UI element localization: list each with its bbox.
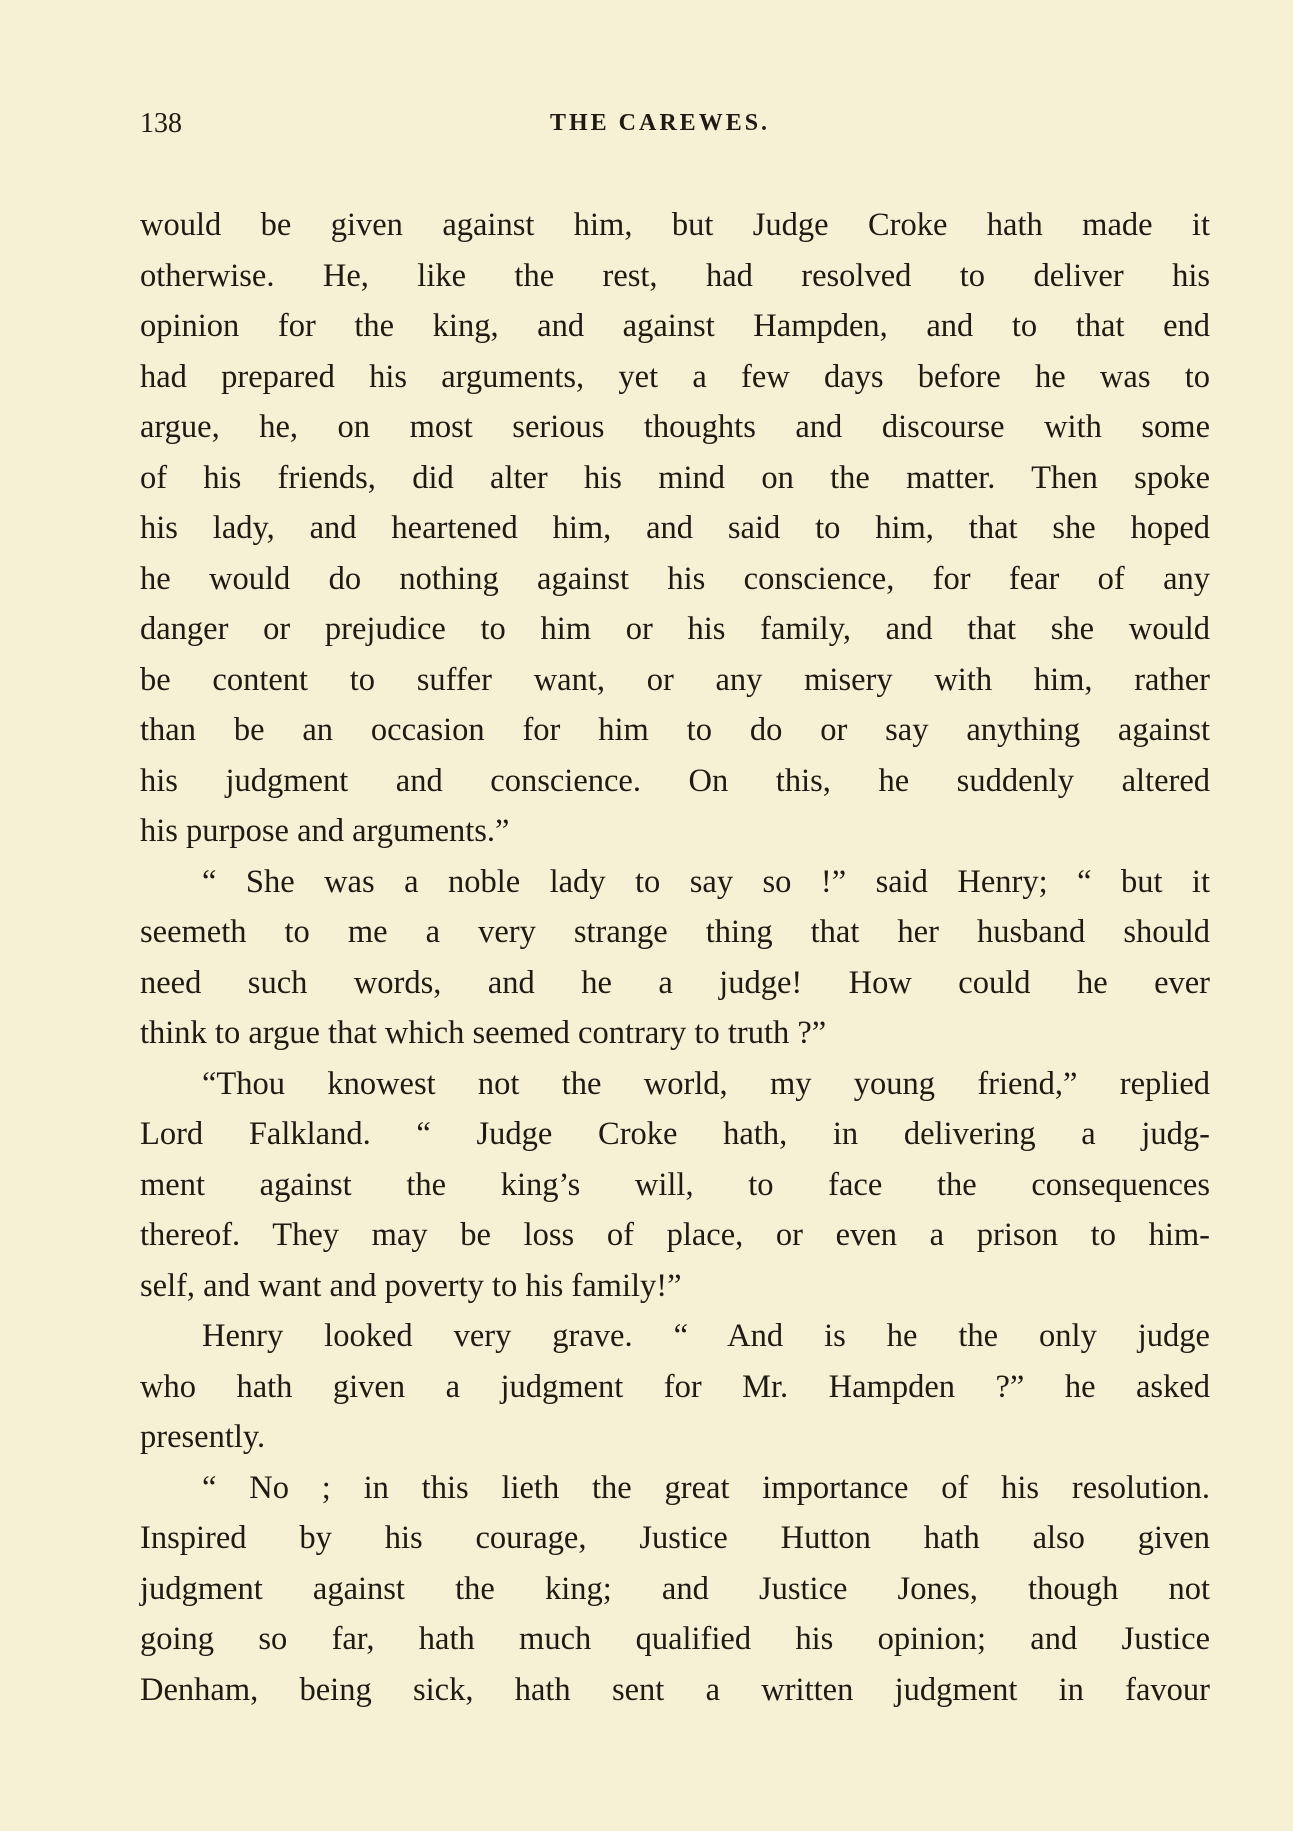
text-line: would be given against him, but Judge Croke hath made it — [140, 207, 1210, 243]
text-line: think to argue that which seemed contrary to truth ?” — [140, 1015, 827, 1051]
text-line: judgment against the king; and Justice Jones, though not — [140, 1570, 1210, 1607]
body-text — [140, 200, 1210, 1715]
text-line: Lord Falkland. “ Judge Croke hath, in delivering a judg- — [140, 1116, 1210, 1152]
text-line: “ No ; in this lieth the great importance of his resolution. — [202, 1469, 1210, 1506]
text-line: need such words, and he a judge! How could he ever — [140, 964, 1210, 1001]
page-number: 138 — [140, 108, 182, 139]
text-line: seemeth to me a very strange thing that her husband should — [140, 914, 1210, 950]
text-line: “ She was a noble lady to say so !” said Henry; “ but it — [202, 863, 1210, 900]
text-line: going so far, hath much qualified his opinion; and Justice — [140, 1621, 1210, 1657]
text-line: his judgment and conscience. On this, he suddenly altered — [140, 762, 1210, 799]
page-header — [140, 108, 1210, 158]
text-line: his lady, and heartened him, and said to him, that she hoped — [140, 510, 1210, 546]
text-line: than be an occasion for him to do or say anything against — [140, 712, 1210, 748]
text-line: opinion for the king, and against Hampden, and to that end — [140, 308, 1210, 344]
text-line: presently. — [140, 1419, 266, 1455]
text-line: ment against the king’s will, to face the consequences — [140, 1166, 1210, 1203]
text-line: he would do nothing against his conscience, for fear of any — [140, 560, 1210, 597]
text-line: had prepared his arguments, yet a few days before he was to — [140, 358, 1210, 395]
text-line: Henry looked very grave. “ And is he the only judge — [202, 1318, 1210, 1354]
text-line: danger or prejudice to him or his family, and that she would — [140, 611, 1210, 647]
text-line: argue, he, on most serious thoughts and discourse with some — [140, 409, 1210, 445]
text-line: otherwise. He, like the rest, had resolved to deliver his — [140, 257, 1210, 294]
text-line: of his friends, did alter his mind on the matter. Then spoke — [140, 459, 1210, 496]
text-line: who hath given a judgment for Mr. Hampden ?” he asked — [140, 1368, 1210, 1405]
running-head: THE CAREWES. — [550, 110, 771, 136]
text-line: his purpose and arguments.” — [140, 813, 510, 849]
text-line: “Thou knowest not the world, my young friend,” replied — [202, 1065, 1210, 1102]
text-line: self, and want and poverty to his family!” — [140, 1267, 682, 1304]
text-line: Denham, being sick, hath sent a written judgment in favour — [140, 1671, 1210, 1708]
text-line: Inspired by his courage, Justice Hutton hath also given — [140, 1520, 1210, 1556]
text-line: thereof. They may be loss of place, or even a prison to him- — [140, 1217, 1210, 1253]
text-line: be content to suffer want, or any misery with him, rather — [140, 661, 1210, 698]
